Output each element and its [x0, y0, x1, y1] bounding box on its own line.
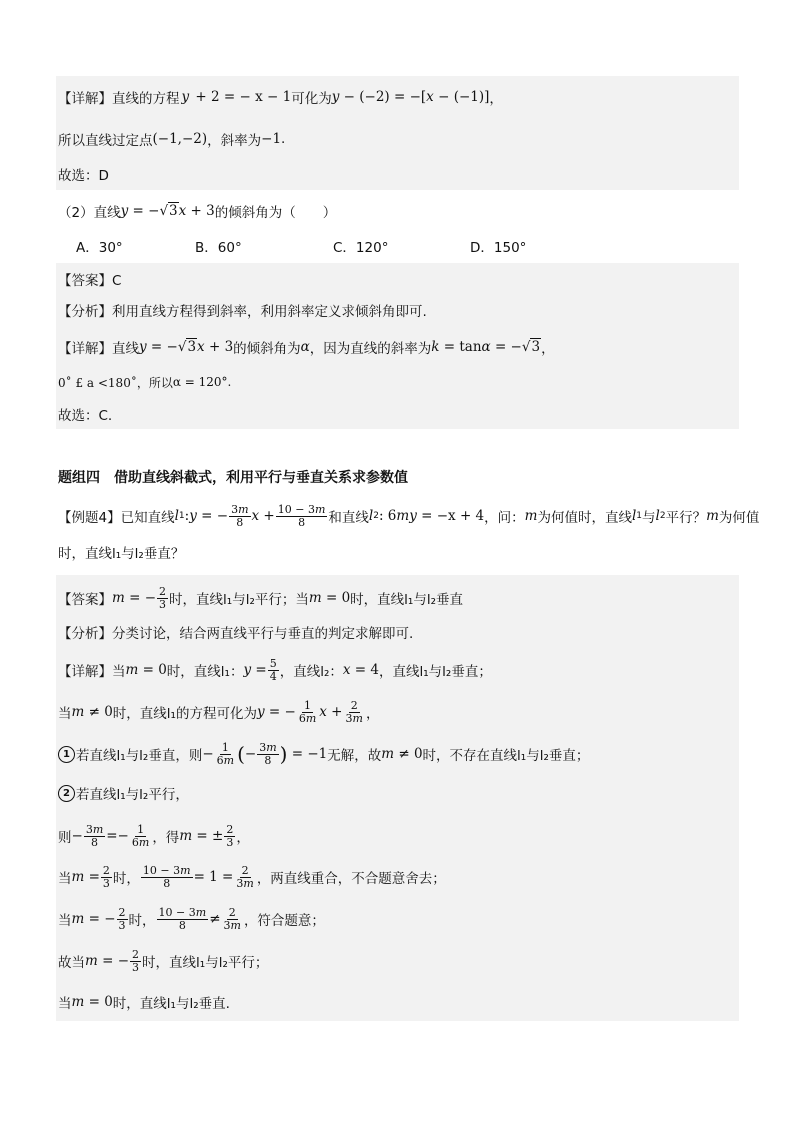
analysis-2: 【分析】利用直线方程得到斜率，利用斜率定义求倾斜角即可. [58, 304, 427, 320]
option-c: C．120° [333, 240, 389, 256]
case-2-when-1: 当 m = $\frac{2}{3}$ 时， $\frac{10 - 3m}{8}$ = 1 = $\frac{2}{3m}$ ，两直线重合，不合题意舍去； [58, 863, 446, 890]
analysis-3: 【分析】分类讨论，结合两直线平行与垂直的判定求解即可. [58, 626, 414, 642]
example-4-line-2: 时，直线l₁与l₂垂直？ [58, 546, 185, 562]
detail-3-line-2: 当 m ≠ 0 时，直线l₁的方程可化为 y = − $\frac{1}{6m}$ x + $\frac{2}{3m}$ ， [58, 698, 380, 725]
case-2-when-2: 当 m = − $\frac{2}{3}$ 时， $\frac{10 - 3m}{8}$ ≠ $\frac{2}{3m}$ ，符合题意； [58, 905, 325, 932]
circle-2-icon: 2 [58, 785, 75, 802]
range-line: 0˚ £ a <180˚，所以 α = 120°. [58, 375, 232, 390]
option-a: A．30° [76, 240, 123, 256]
group-4-title: 题组四 借助直线斜截式，利用平行与垂直关系求参数值 [58, 470, 408, 486]
final-2: 当 m = 0 时，直线l₁与l₂垂直. [58, 994, 230, 1012]
choose-c: 故选：C. [58, 408, 113, 424]
answer-c: 【答案】C [58, 273, 122, 289]
detail-3-line-1: 【详解】 当 m = 0 时，直线l₁： y = $\frac{5}{4}$ ，直线l₂： x = 4 ，直线l₁与l₂垂直； [58, 656, 492, 683]
example-4-line-1: 【例题4】 已知直线 l 1 : y = − $\frac{3m}{8}$ x + $\frac{10 - 3m}{8}$ 和直线 l 2 : 6 my = −x + 4 ，问： m 为何值时，直线 l 1 与 l 2 平行？ m 为何值 [58, 502, 760, 529]
detail-2: 【详解】 直线 y = −√3 x + 3 的倾斜角为 α ，因为直线的斜率为 k = tan α = −√3 ， [58, 339, 555, 357]
answer-3: 【答案】 m = − $\frac{2}{3}$ 时，直线l₁与l₂平行；当 m = 0 时，直线l₁与l₂垂直 [58, 584, 463, 611]
answer-line: 故选：D [58, 168, 109, 184]
question-2-stem: （2）直线 y = −√3 x + 3 的倾斜角为（ ） [58, 203, 337, 221]
circle-1-icon: 1 [58, 746, 75, 763]
detail-line-2: 所以直线过定点 (−1,−2) ，斜率为 −1 . [58, 131, 286, 149]
option-b: B．60° [195, 240, 242, 256]
detail-line-1: 【详解】 直线的方程 y + 2 = − x − 1 可化为 y − (−2) = −[ x − (−1)] ， [58, 89, 503, 107]
case-2-then: 则 − $\frac{3m}{8}$ =− $\frac{1}{6m}$ ，得 m = ± $\frac{2}{3}$ ， [58, 822, 250, 849]
option-d: D．150° [470, 240, 527, 256]
case-1: 1 若直线l₁与l₂垂直，则 − $\frac{1}{6m}$ ( − $\frac{3m}{8}$ ) = −1 无解，故 m ≠ 0 时，不存在直线l₁与l₂垂直； [58, 738, 589, 770]
case-2: 2 若直线l₁与l₂平行， [58, 781, 189, 805]
final-1: 故当 m = − $\frac{2}{3}$ 时，直线l₁与l₂平行； [58, 947, 269, 974]
